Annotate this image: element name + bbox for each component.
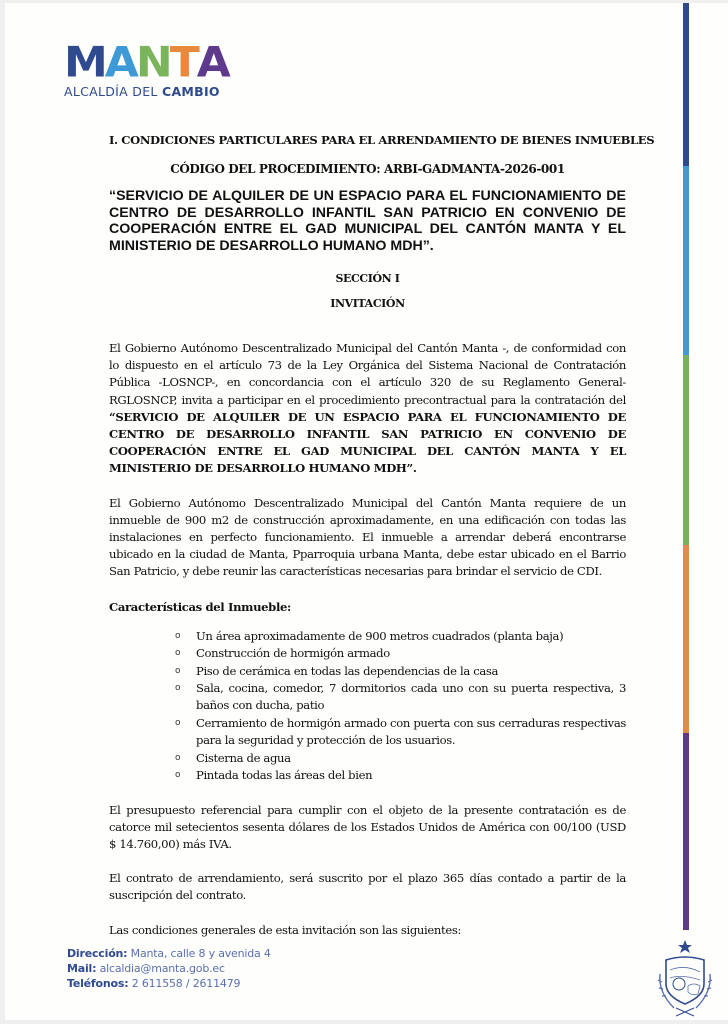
logo-letter: A (104, 38, 136, 87)
logo-wordmark (64, 38, 228, 87)
conditions-intro-paragraph: Las condiciones generales de esta invitación son las siguientes: (109, 922, 461, 937)
document-body (109, 133, 655, 939)
footer-address: Dirección: Manta, calle 8 y avenida 4 (67, 947, 271, 960)
section-heading: SECCIÓN I (335, 272, 400, 285)
list-item: o Un área aproximadamente de 900 metros cuadrados (planta baja) (109, 628, 626, 645)
list-item: o Sala, cocina, comedor, 7 dormitorios cada uno con su puerta respectiva, 3 baños con ducha, patio (175, 681, 626, 713)
color-bar-segment-3 (683, 355, 689, 545)
logo-subtitle-bold: CAMBIO (161, 84, 220, 99)
service-title: “SERVICIO DE ALQUILER DE UN ESPACIO PARA EL FUNCIONAMIENTO DE CENTRO DE DESARROLLO INFANTIL SAN PATRICIO EN CONVENIO DE COOPERACIÓN ENTRE EL GAD MUNICIPAL DEL CANTÓN MANTA Y EL MINISTERIO DE DESARROLLO HUMANO MDH”. (109, 188, 626, 254)
footer-contact (67, 946, 271, 991)
subsection-heading: INVITACIÓN (330, 297, 405, 310)
logo-letter: T (169, 38, 197, 87)
list-item: o Piso de cerámica en todas las dependencias de la casa (109, 663, 626, 680)
features-list (109, 628, 626, 785)
circle-bullet-icon: o (175, 648, 181, 659)
circle-bullet-icon: o (175, 770, 181, 781)
list-item: o Cisterna de agua (109, 750, 626, 767)
logo-letter: M (64, 38, 105, 87)
circle-bullet-icon: o (175, 683, 181, 694)
invitation-service-name: “SERVICIO DE ALQUILER DE UN ESPACIO PARA EL FUNCIONAMIENTO DE CENTRO DE DESARROLLO INFANTIL SAN PATRICIO EN CONVENIO DE COOPERACIÓN ENTRE EL GAD MUNICIPAL DEL CANTÓN MANTA Y EL MINISTERIO DE DESARROLLO HUMANO MDH”. (109, 409, 626, 476)
invitation-text: El Gobierno Autónomo Descentralizado Municipal del Cantón Manta -, de conformidad con lo dispuesto en el artículo 73 de la Ley Orgánica del Sistema Nacional de Contratación Pública -LOSNCP-, en concordancia con el artículo 320 de su Reglamento General-RGLOSNCP, invita a participar en el procedimiento precontractual para la contratación del (109, 341, 626, 407)
list-item: o Construcción de hormigón armado (109, 645, 626, 662)
procedure-code: CÓDIGO DEL PROCEDIMIENTO: ARBI-GADMANTA-2026-001 (170, 162, 565, 176)
color-bar-segment-5 (683, 733, 689, 930)
star-icon (678, 940, 692, 953)
decorative-color-bar (683, 3, 689, 930)
circle-bullet-icon: o (175, 665, 181, 676)
coat-of-arms-icon (652, 938, 718, 1018)
list-item: o Pintada todas las áreas del bien (109, 767, 626, 784)
circle-bullet-icon: o (175, 717, 181, 728)
manta-logo (64, 38, 228, 99)
logo-letter: A (196, 38, 228, 87)
logo-letter: N (135, 38, 170, 87)
main-heading: I. CONDICIONES PARTICULARES PARA EL ARRENDAMIENTO DE BIENES INMUEBLES (109, 133, 655, 147)
circle-bullet-icon: o (175, 752, 181, 763)
footer-mail: Mail: alcaldia@manta.gob.ec (67, 962, 225, 975)
features-heading: Características del Inmueble: (109, 599, 291, 614)
footer-phones: Teléfonos: 2 611558 / 2611479 (67, 977, 241, 990)
logo-subtitle-light: ALCALDÍA DEL (64, 84, 162, 99)
requirements-paragraph: El Gobierno Autónomo Descentralizado Municipal del Cantón Manta requiere de un inmueble de 900 m2 de construcción aproximadamente, en una edificación con todas las instalaciones en perfecto funcionamiento. El inmueble a arrendar deberá encontrarse ubicado en la ciudad de Manta, Pparroquia urbana Manta, debe estar ubicado en el Barrio San Patricio, y debe reunir las características necesarias para brindar el servicio de CDI. (109, 495, 626, 579)
color-bar-segment-2 (683, 166, 689, 355)
invitation-paragraph (109, 340, 626, 478)
color-bar-segment-4 (683, 545, 689, 733)
color-bar-segment-1 (683, 3, 689, 166)
term-paragraph: El contrato de arrendamiento, será suscrito por el plazo 365 días contado a partir de la suscripción del contrato. (109, 871, 626, 903)
budget-paragraph: El presupuesto referencial para cumplir con el objeto de la presente contratación es de catorce mil setecientos sesenta dólares de los Estados Unidos de América con 00/100 (USD $ 14.760,00) más IVA. (109, 802, 626, 851)
list-item: o Cerramiento de hormigón armado con puerta con sus cerraduras respectivas para la seguridad y protección de los usuarios. (175, 715, 626, 748)
circle-bullet-icon: o (175, 630, 181, 641)
